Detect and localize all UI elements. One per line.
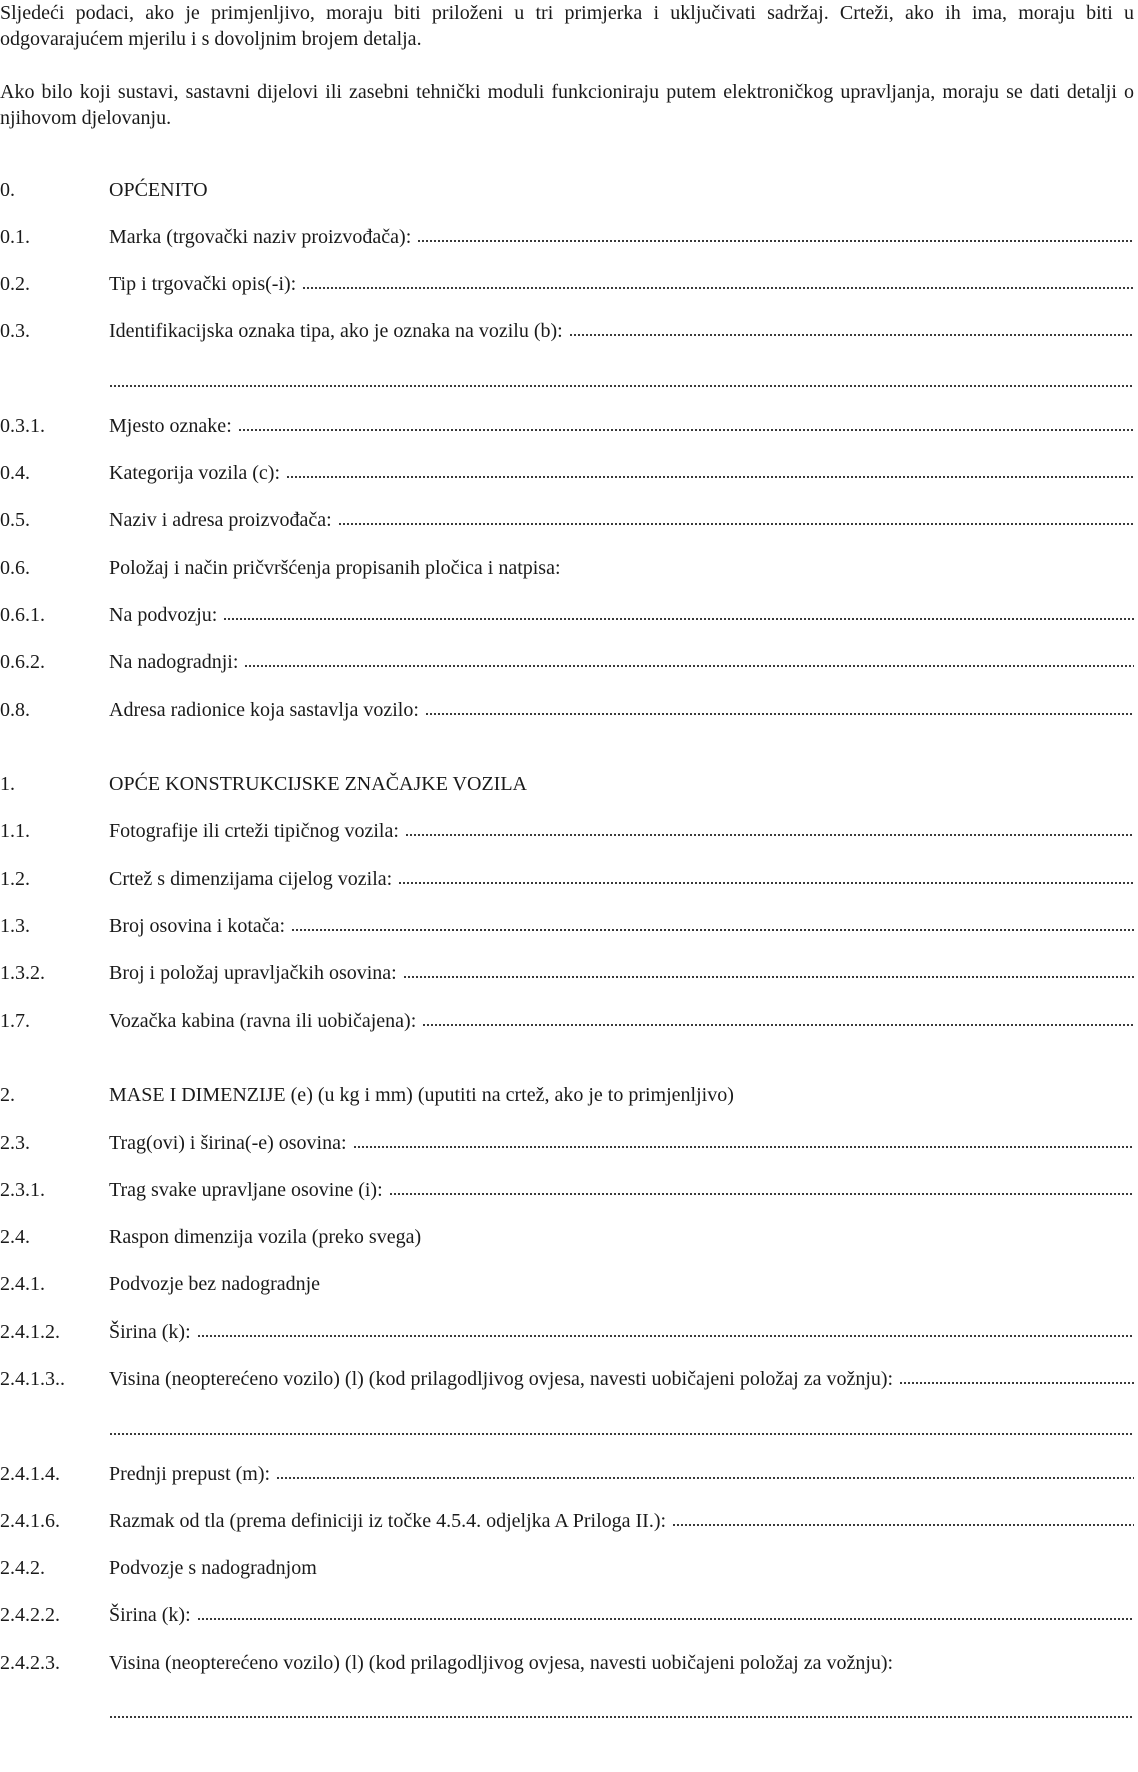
item-label: Tip i trgovački opis(-i): — [109, 273, 297, 295]
form-field-1-3 — [0, 913, 1134, 939]
item-label: Raspon dimenzija vozila (preko svega) — [109, 1226, 422, 1248]
item-number: 0.6.1. — [0, 604, 45, 626]
form-field-0-3 — [0, 318, 1134, 344]
fill-in-dotted-line[interactable] — [899, 1366, 1134, 1385]
form-field-2-4-1-4 — [0, 1461, 1134, 1487]
fill-in-dotted-line[interactable] — [405, 818, 1134, 837]
item-label: Visina (neopterećeno vozilo) (l) (kod prilagodljivog ovjesa, navesti uobičajeni položaj za vožnju): — [109, 1652, 894, 1674]
form-field-0-2 — [0, 271, 1134, 297]
form-field-1-3-2 — [0, 960, 1134, 986]
item-number: 1.3.2. — [0, 962, 45, 984]
item-number: 0.3.1. — [0, 415, 45, 437]
form-field-1-7 — [0, 1008, 1134, 1034]
fill-in-dotted-line[interactable] — [353, 1130, 1134, 1149]
item-label: MASE I DIMENZIJE (e) (u kg i mm) (uputiti na crtež, ako je to primjenljivo) — [109, 1084, 734, 1106]
item-label: Crtež s dimenzijama cijelog vozila: — [109, 868, 393, 890]
item-number: 0.8. — [0, 699, 30, 721]
fill-in-dotted-line[interactable] — [286, 460, 1134, 479]
form-field-2-4-1 — [0, 1271, 1134, 1297]
item-number: 2.4.2.3. — [0, 1652, 60, 1674]
fill-in-dotted-line[interactable] — [302, 271, 1134, 290]
fill-in-dotted-line[interactable] — [389, 1177, 1134, 1196]
item-number: 2.4.1. — [0, 1273, 45, 1295]
form-field-1-1 — [0, 818, 1134, 844]
item-label: Podvozje s nadogradnjom — [109, 1557, 317, 1579]
section-heading-0 — [0, 177, 1134, 203]
fill-in-dotted-line[interactable] — [197, 1319, 1134, 1338]
item-number: 0.6. — [0, 557, 30, 579]
fill-in-dotted-line[interactable] — [403, 960, 1134, 979]
item-label: Podvozje bez nadogradnje — [109, 1273, 321, 1295]
item-label: Razmak od tla (prema definiciji iz točke 4.5.4. odjeljka A Priloga II.): — [109, 1510, 667, 1532]
item-label: Trag svake upravljane osovine (i): — [109, 1179, 383, 1201]
form-field-0-6 — [0, 555, 1134, 581]
item-label: OPĆE KONSTRUKCIJSKE ZNAČAJKE VOZILA — [109, 773, 527, 795]
item-label: Broj i položaj upravljačkih osovina: — [109, 962, 397, 984]
item-number: 2.4.2.2. — [0, 1604, 60, 1626]
fill-in-dotted-line[interactable] — [291, 913, 1134, 932]
item-label: Širina (k): — [109, 1321, 191, 1343]
fill-in-dotted-line[interactable] — [422, 1008, 1134, 1027]
item-label: Visina (neopterećeno vozilo) (l) (kod prilagodljivog ovjesa, navesti uobičajeni položaj za vožnju): — [109, 1368, 894, 1390]
item-number: 0.6.2. — [0, 651, 45, 673]
form-field-0-6-2 — [0, 649, 1134, 675]
item-label: Fotografije ili crteži tipičnog vozila: — [109, 820, 399, 842]
item-number: 2.4.1.4. — [0, 1463, 60, 1485]
item-number: 1.1. — [0, 820, 30, 842]
fill-in-dotted-line[interactable] — [223, 602, 1134, 621]
fill-in-continuation-line[interactable] — [109, 1700, 1134, 1719]
fill-in-dotted-line[interactable] — [398, 866, 1134, 885]
item-number: 1.7. — [0, 1010, 30, 1032]
form-field-2-4-2 — [0, 1555, 1134, 1581]
item-number: 0.1. — [0, 226, 30, 248]
section-heading-2 — [0, 1082, 1134, 1108]
item-label: Vozačka kabina (ravna ili uobičajena): — [109, 1010, 417, 1032]
item-number: 0.3. — [0, 320, 30, 342]
item-number: 2.3.1. — [0, 1179, 45, 1201]
section-heading-1 — [0, 771, 1134, 797]
item-number: 1.2. — [0, 868, 30, 890]
form-field-2-4-1-3 — [0, 1366, 1134, 1392]
form-field-2-4 — [0, 1224, 1134, 1250]
item-label: Marka (trgovački naziv proizvođača): — [109, 226, 412, 248]
item-label: Na nadogradnji: — [109, 651, 239, 673]
item-label: Na podvozju: — [109, 604, 218, 626]
item-number: 0.5. — [0, 509, 30, 531]
form-field-1-2 — [0, 866, 1134, 892]
fill-in-dotted-line[interactable] — [276, 1461, 1134, 1480]
fill-in-continuation-line[interactable] — [109, 369, 1134, 388]
intro-paragraph-2: Ako bilo koji sustavi, sastavni dijelovi ili zasebni tehnički moduli funkcioniraju putem elektroničkog upravljanja, moraju se dati detalji o njihovom djelovanju. — [0, 81, 1134, 129]
item-label: Identifikacijska oznaka tipa, ako je oznaka na vozilu (b): — [109, 320, 563, 342]
form-field-0-4 — [0, 460, 1134, 486]
fill-in-continuation-line[interactable] — [109, 1417, 1134, 1436]
form-field-0-1 — [0, 224, 1134, 250]
form-field-2-3 — [0, 1130, 1134, 1156]
item-number: 2.4.1.6. — [0, 1510, 60, 1532]
item-number: 2.4.1.2. — [0, 1321, 60, 1343]
item-label: Širina (k): — [109, 1604, 191, 1626]
item-number: 0. — [0, 179, 15, 201]
item-number: 2.4. — [0, 1226, 30, 1248]
item-number: 1.3. — [0, 915, 30, 937]
form-field-2-4-1-6 — [0, 1508, 1134, 1534]
form-field-2-4-2-2 — [0, 1602, 1134, 1628]
fill-in-dotted-line[interactable] — [417, 224, 1134, 243]
item-label: Trag(ovi) i širina(-e) osovina: — [109, 1132, 347, 1154]
item-label: Kategorija vozila (c): — [109, 462, 281, 484]
form-field-0-5 — [0, 507, 1134, 533]
item-label: Mjesto oznake: — [109, 415, 232, 437]
fill-in-dotted-line[interactable] — [569, 318, 1134, 337]
item-label: Adresa radionice koja sastavlja vozilo: — [109, 699, 419, 721]
item-number: 2.3. — [0, 1132, 30, 1154]
fill-in-dotted-line[interactable] — [425, 697, 1134, 716]
fill-in-dotted-line[interactable] — [197, 1602, 1134, 1621]
item-number: 0.2. — [0, 273, 30, 295]
fill-in-dotted-line[interactable] — [338, 507, 1134, 526]
item-label: Naziv i adresa proizvođača: — [109, 509, 332, 531]
form-field-0-8 — [0, 697, 1134, 723]
fill-in-dotted-line[interactable] — [238, 413, 1134, 432]
form-field-0-3-1 — [0, 413, 1134, 439]
fill-in-dotted-line[interactable] — [672, 1508, 1134, 1527]
form-field-2-4-2-3 — [0, 1650, 1134, 1676]
item-label: Broj osovina i kotača: — [109, 915, 286, 937]
form-field-0-6-1 — [0, 602, 1134, 628]
item-number: 2. — [0, 1084, 15, 1106]
intro-paragraph-1: Sljedeći podaci, ako je primjenljivo, moraju biti priloženi u tri primjerka i uključivati sadržaj. Crteži, ako ih ima, moraju biti u odgovarajućem mjerilu i s dovoljnim brojem detalja. — [0, 2, 1134, 50]
item-label: Prednji prepust (m): — [109, 1463, 271, 1485]
item-number: 2.4.1.3.. — [0, 1368, 65, 1390]
item-label: Položaj i način pričvršćenja propisanih pločica i natpisa: — [109, 557, 561, 579]
form-field-2-3-1 — [0, 1177, 1134, 1203]
item-number: 2.4.2. — [0, 1557, 45, 1579]
item-number: 0.4. — [0, 462, 30, 484]
item-label: OPĆENITO — [109, 179, 208, 201]
fill-in-dotted-line[interactable] — [244, 649, 1134, 668]
form-field-2-4-1-2 — [0, 1319, 1134, 1345]
item-number: 1. — [0, 773, 15, 795]
